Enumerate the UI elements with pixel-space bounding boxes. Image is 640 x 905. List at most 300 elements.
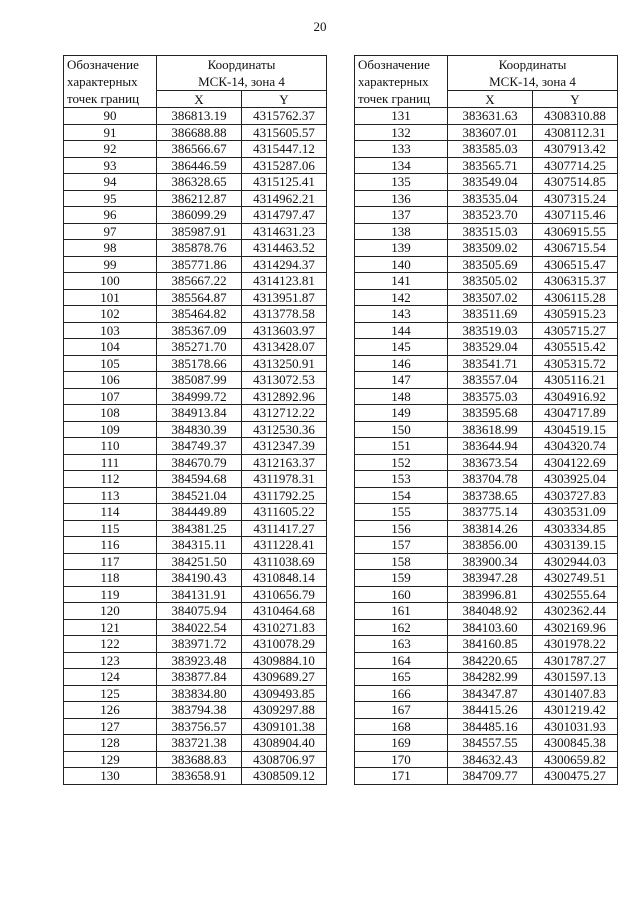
table-row [64, 207, 327, 224]
table-row [64, 636, 327, 653]
table-row [355, 669, 618, 686]
table-row [355, 619, 618, 636]
table-row [64, 454, 327, 471]
table-row [355, 190, 618, 207]
x-coordinate-cell: 383515.03 [448, 223, 533, 240]
y-coordinate-cell: 4311792.25 [242, 487, 327, 504]
x-coordinate-cell: 386566.67 [157, 141, 242, 158]
y-coordinate-cell: 4310656.79 [242, 586, 327, 603]
table-row [355, 240, 618, 257]
x-coordinate-cell: 384999.72 [157, 388, 242, 405]
y-coordinate-cell: 4302944.03 [533, 553, 618, 570]
point-id-cell: 103 [64, 322, 157, 339]
point-id-cell: 91 [64, 124, 157, 141]
table-row [64, 553, 327, 570]
point-id-cell: 120 [64, 603, 157, 620]
y-coordinate-cell: 4314631.23 [242, 223, 327, 240]
x-coordinate-cell: 383511.69 [448, 306, 533, 323]
y-coordinate-cell: 4308509.12 [242, 768, 327, 785]
point-id-cell: 147 [355, 372, 448, 389]
x-coordinate-cell: 384022.54 [157, 619, 242, 636]
table-row [64, 273, 327, 290]
table-row [355, 405, 618, 422]
y-coordinate-cell: 4301978.22 [533, 636, 618, 653]
coordinates-table-right [354, 55, 618, 785]
y-coordinate-cell: 4311605.22 [242, 504, 327, 521]
y-coordinate-cell: 4310271.83 [242, 619, 327, 636]
x-coordinate-cell: 384220.65 [448, 652, 533, 669]
point-id-cell: 170 [355, 751, 448, 768]
point-id-cell: 156 [355, 520, 448, 537]
table-row [64, 685, 327, 702]
table-row [64, 652, 327, 669]
x-coordinate-cell: 383519.03 [448, 322, 533, 339]
y-coordinate-cell: 4300845.38 [533, 735, 618, 752]
y-coordinate-cell: 4314123.81 [242, 273, 327, 290]
x-coordinate-cell: 384594.68 [157, 471, 242, 488]
y-coordinate-cell: 4309297.88 [242, 702, 327, 719]
y-coordinate-cell: 4309493.85 [242, 685, 327, 702]
x-coordinate-cell: 386688.88 [157, 124, 242, 141]
table-row [355, 553, 618, 570]
x-coordinate-cell: 383877.84 [157, 669, 242, 686]
point-id-cell: 90 [64, 108, 157, 125]
x-coordinate-cell: 384485.16 [448, 718, 533, 735]
point-id-cell: 151 [355, 438, 448, 455]
point-id-cell: 129 [64, 751, 157, 768]
point-id-cell: 98 [64, 240, 157, 257]
point-id-cell: 114 [64, 504, 157, 521]
y-coordinate-cell: 4311038.69 [242, 553, 327, 570]
y-coordinate-cell: 4310078.29 [242, 636, 327, 653]
point-id-cell: 144 [355, 322, 448, 339]
point-id-cell: 104 [64, 339, 157, 356]
y-coordinate-cell: 4312712.22 [242, 405, 327, 422]
table-row [355, 372, 618, 389]
x-coordinate-cell: 385564.87 [157, 289, 242, 306]
table-row [64, 421, 327, 438]
table-row [64, 669, 327, 686]
x-coordinate-cell: 386328.65 [157, 174, 242, 191]
table-body-left [64, 108, 327, 785]
point-id-cell: 109 [64, 421, 157, 438]
table-row [355, 504, 618, 521]
x-coordinate-cell: 383505.02 [448, 273, 533, 290]
x-coordinate-cell: 384160.85 [448, 636, 533, 653]
x-coordinate-cell: 384830.39 [157, 421, 242, 438]
y-coordinate-cell: 4306915.55 [533, 223, 618, 240]
point-id-cell: 138 [355, 223, 448, 240]
x-coordinate-cell: 383575.03 [448, 388, 533, 405]
x-coordinate-cell: 383947.28 [448, 570, 533, 587]
point-id-cell: 95 [64, 190, 157, 207]
point-id-cell: 115 [64, 520, 157, 537]
y-coordinate-cell: 4303334.85 [533, 520, 618, 537]
table-row [355, 306, 618, 323]
x-coordinate-cell: 383794.38 [157, 702, 242, 719]
y-coordinate-cell: 4302362.44 [533, 603, 618, 620]
x-coordinate-cell: 384749.37 [157, 438, 242, 455]
point-id-cell: 145 [355, 339, 448, 356]
x-coordinate-cell: 383505.69 [448, 256, 533, 273]
point-id-cell: 100 [64, 273, 157, 290]
point-id-cell: 117 [64, 553, 157, 570]
point-id-cell: 153 [355, 471, 448, 488]
y-coordinate-cell: 4302169.96 [533, 619, 618, 636]
point-id-cell: 92 [64, 141, 157, 158]
table-row [355, 124, 618, 141]
table-row [355, 751, 618, 768]
point-id-cell: 108 [64, 405, 157, 422]
x-coordinate-cell: 385367.09 [157, 322, 242, 339]
y-coordinate-cell: 4312347.39 [242, 438, 327, 455]
table-row [355, 322, 618, 339]
table-row [64, 256, 327, 273]
point-id-cell: 99 [64, 256, 157, 273]
x-coordinate-cell: 384075.94 [157, 603, 242, 620]
point-id-cell: 148 [355, 388, 448, 405]
point-id-cell: 133 [355, 141, 448, 158]
table-row [355, 537, 618, 554]
y-coordinate-cell: 4303727.83 [533, 487, 618, 504]
table-row [355, 471, 618, 488]
table-row [64, 520, 327, 537]
y-coordinate-cell: 4308112.31 [533, 124, 618, 141]
y-coordinate-cell: 4302555.64 [533, 586, 618, 603]
point-id-cell: 140 [355, 256, 448, 273]
y-coordinate-cell: 4313072.53 [242, 372, 327, 389]
y-coordinate-cell: 4303531.09 [533, 504, 618, 521]
point-id-cell: 102 [64, 306, 157, 323]
point-id-cell: 158 [355, 553, 448, 570]
table-row [355, 339, 618, 356]
table-row [64, 504, 327, 521]
point-id-cell: 131 [355, 108, 448, 125]
point-id-cell: 163 [355, 636, 448, 653]
y-coordinate-cell: 4310848.14 [242, 570, 327, 587]
x-coordinate-cell: 383529.04 [448, 339, 533, 356]
table-row [355, 570, 618, 587]
point-id-cell: 116 [64, 537, 157, 554]
y-coordinate-cell: 4315762.37 [242, 108, 327, 125]
y-coordinate-cell: 4305515.42 [533, 339, 618, 356]
y-coordinate-cell: 4315125.41 [242, 174, 327, 191]
x-coordinate-cell: 383738.65 [448, 487, 533, 504]
table-row [355, 207, 618, 224]
y-coordinate-cell: 4307514.85 [533, 174, 618, 191]
table-row [64, 570, 327, 587]
y-coordinate-cell: 4306115.28 [533, 289, 618, 306]
table-row [355, 685, 618, 702]
y-coordinate-cell: 4310464.68 [242, 603, 327, 620]
table-row [64, 438, 327, 455]
y-coordinate-cell: 4302749.51 [533, 570, 618, 587]
table-row [64, 355, 327, 372]
point-id-cell: 94 [64, 174, 157, 191]
point-id-cell: 139 [355, 240, 448, 257]
x-coordinate-cell: 383834.80 [157, 685, 242, 702]
y-coordinate-cell: 4301031.93 [533, 718, 618, 735]
point-id-cell: 127 [64, 718, 157, 735]
x-coordinate-cell: 384315.11 [157, 537, 242, 554]
x-coordinate-cell: 385987.91 [157, 223, 242, 240]
x-column-header: X [157, 91, 242, 108]
y-coordinate-cell: 4306315.37 [533, 273, 618, 290]
coordinates-header: Координаты МСК-14, зона 4 [448, 56, 618, 91]
y-coordinate-cell: 4304519.15 [533, 421, 618, 438]
x-coordinate-cell: 383523.70 [448, 207, 533, 224]
table-row [64, 240, 327, 257]
x-coordinate-cell: 384347.87 [448, 685, 533, 702]
y-coordinate-cell: 4309689.27 [242, 669, 327, 686]
point-id-cell: 135 [355, 174, 448, 191]
table-row [355, 487, 618, 504]
y-coordinate-cell: 4303925.04 [533, 471, 618, 488]
point-id-cell: 161 [355, 603, 448, 620]
y-coordinate-cell: 4304916.92 [533, 388, 618, 405]
x-coordinate-cell: 385178.66 [157, 355, 242, 372]
x-coordinate-cell: 383673.54 [448, 454, 533, 471]
x-coordinate-cell: 383509.02 [448, 240, 533, 257]
x-coordinate-cell: 384381.25 [157, 520, 242, 537]
table-row [64, 108, 327, 125]
table-row [355, 768, 618, 785]
table-row [64, 174, 327, 191]
point-id-cell: 152 [355, 454, 448, 471]
table-row [355, 223, 618, 240]
x-coordinate-cell: 385464.82 [157, 306, 242, 323]
x-coordinate-cell: 383535.04 [448, 190, 533, 207]
x-coordinate-cell: 383631.63 [448, 108, 533, 125]
point-id-cell: 146 [355, 355, 448, 372]
point-id-cell: 164 [355, 652, 448, 669]
x-coordinate-cell: 386099.29 [157, 207, 242, 224]
x-coordinate-cell: 386446.59 [157, 157, 242, 174]
table-body-right [355, 108, 618, 785]
table-row [355, 603, 618, 620]
point-id-cell: 154 [355, 487, 448, 504]
table-row [64, 124, 327, 141]
point-id-cell: 149 [355, 405, 448, 422]
table-row [64, 768, 327, 785]
x-coordinate-cell: 383557.04 [448, 372, 533, 389]
table-row [355, 141, 618, 158]
table-row [355, 421, 618, 438]
x-coordinate-cell: 385878.76 [157, 240, 242, 257]
y-coordinate-cell: 4301787.27 [533, 652, 618, 669]
table-row [355, 438, 618, 455]
table-row [355, 157, 618, 174]
table-row [355, 174, 618, 191]
x-coordinate-cell: 383549.04 [448, 174, 533, 191]
y-coordinate-cell: 4301407.83 [533, 685, 618, 702]
y-coordinate-cell: 4308310.88 [533, 108, 618, 125]
table-row [64, 388, 327, 405]
y-coordinate-cell: 4304717.89 [533, 405, 618, 422]
x-coordinate-cell: 383658.91 [157, 768, 242, 785]
table-row [355, 273, 618, 290]
table-row [64, 141, 327, 158]
x-coordinate-cell: 384251.50 [157, 553, 242, 570]
point-id-cell: 128 [64, 735, 157, 752]
point-id-cell: 122 [64, 636, 157, 653]
table-row [355, 256, 618, 273]
x-coordinate-cell: 384282.99 [448, 669, 533, 686]
table-row [64, 487, 327, 504]
point-id-cell: 166 [355, 685, 448, 702]
x-coordinate-cell: 383507.02 [448, 289, 533, 306]
coordinates-table-left [63, 55, 327, 785]
point-id-cell: 125 [64, 685, 157, 702]
x-coordinate-cell: 384913.84 [157, 405, 242, 422]
point-id-cell: 162 [355, 619, 448, 636]
x-coordinate-cell: 384521.04 [157, 487, 242, 504]
point-id-cell: 123 [64, 652, 157, 669]
point-id-cell: 160 [355, 586, 448, 603]
y-column-header: Y [242, 91, 327, 108]
x-coordinate-cell: 384103.60 [448, 619, 533, 636]
point-id-cell: 159 [355, 570, 448, 587]
x-coordinate-cell: 384415.26 [448, 702, 533, 719]
table-row [64, 372, 327, 389]
x-coordinate-cell: 384048.92 [448, 603, 533, 620]
point-id-cell: 121 [64, 619, 157, 636]
y-coordinate-cell: 4305915.23 [533, 306, 618, 323]
y-coordinate-cell: 4308904.40 [242, 735, 327, 752]
point-id-cell: 134 [355, 157, 448, 174]
y-coordinate-cell: 4307913.42 [533, 141, 618, 158]
table-row [355, 355, 618, 372]
point-id-cell: 118 [64, 570, 157, 587]
point-id-cell: 168 [355, 718, 448, 735]
x-coordinate-cell: 386813.19 [157, 108, 242, 125]
y-coordinate-cell: 4312163.37 [242, 454, 327, 471]
table-row [64, 190, 327, 207]
table-row [64, 603, 327, 620]
x-coordinate-cell: 386212.87 [157, 190, 242, 207]
x-coordinate-cell: 383996.81 [448, 586, 533, 603]
table-row [355, 289, 618, 306]
x-coordinate-cell: 384190.43 [157, 570, 242, 587]
x-coordinate-cell: 383704.78 [448, 471, 533, 488]
point-id-cell: 119 [64, 586, 157, 603]
point-id-cell: 101 [64, 289, 157, 306]
x-coordinate-cell: 384670.79 [157, 454, 242, 471]
x-coordinate-cell: 383756.57 [157, 718, 242, 735]
table-row [64, 537, 327, 554]
y-coordinate-cell: 4305315.72 [533, 355, 618, 372]
point-id-cell: 155 [355, 504, 448, 521]
table-row [64, 405, 327, 422]
point-id-cell: 167 [355, 702, 448, 719]
table-row [64, 322, 327, 339]
x-coordinate-cell: 383688.83 [157, 751, 242, 768]
y-column-header: Y [533, 91, 618, 108]
y-coordinate-cell: 4313250.91 [242, 355, 327, 372]
page-number: 20 [313, 19, 327, 34]
y-coordinate-cell: 4313778.58 [242, 306, 327, 323]
x-coordinate-cell: 383856.00 [448, 537, 533, 554]
y-coordinate-cell: 4311417.27 [242, 520, 327, 537]
y-coordinate-cell: 4307115.46 [533, 207, 618, 224]
y-coordinate-cell: 4313603.97 [242, 322, 327, 339]
y-coordinate-cell: 4306715.54 [533, 240, 618, 257]
table-row [64, 619, 327, 636]
table-row [64, 157, 327, 174]
point-id-cell: 112 [64, 471, 157, 488]
y-coordinate-cell: 4304320.74 [533, 438, 618, 455]
table-row [355, 388, 618, 405]
y-coordinate-cell: 4314463.52 [242, 240, 327, 257]
point-id-cell: 132 [355, 124, 448, 141]
table-row [355, 520, 618, 537]
y-coordinate-cell: 4315605.57 [242, 124, 327, 141]
table-row [355, 652, 618, 669]
y-coordinate-cell: 4303139.15 [533, 537, 618, 554]
x-coordinate-cell: 383618.99 [448, 421, 533, 438]
x-coordinate-cell: 383923.48 [157, 652, 242, 669]
y-coordinate-cell: 4306515.47 [533, 256, 618, 273]
y-coordinate-cell: 4312892.96 [242, 388, 327, 405]
point-column-header: Обозначение характерных точек границ [355, 56, 448, 108]
x-coordinate-cell: 385271.70 [157, 339, 242, 356]
point-id-cell: 126 [64, 702, 157, 719]
y-coordinate-cell: 4305715.27 [533, 322, 618, 339]
point-column-header: Обозначение характерных точек границ [64, 56, 157, 108]
table-row [355, 718, 618, 735]
table-row [355, 454, 618, 471]
x-coordinate-cell: 384632.43 [448, 751, 533, 768]
y-coordinate-cell: 4307315.24 [533, 190, 618, 207]
table-row [355, 636, 618, 653]
y-coordinate-cell: 4315287.06 [242, 157, 327, 174]
table-row [64, 306, 327, 323]
point-id-cell: 141 [355, 273, 448, 290]
point-id-cell: 124 [64, 669, 157, 686]
table-row [64, 718, 327, 735]
y-coordinate-cell: 4308706.97 [242, 751, 327, 768]
coordinates-header: Координаты МСК-14, зона 4 [157, 56, 327, 91]
x-coordinate-cell: 384709.77 [448, 768, 533, 785]
x-coordinate-cell: 383585.03 [448, 141, 533, 158]
x-column-header: X [448, 91, 533, 108]
point-id-cell: 143 [355, 306, 448, 323]
y-coordinate-cell: 4301219.42 [533, 702, 618, 719]
y-coordinate-cell: 4313951.87 [242, 289, 327, 306]
x-coordinate-cell: 384131.91 [157, 586, 242, 603]
point-id-cell: 137 [355, 207, 448, 224]
x-coordinate-cell: 384449.89 [157, 504, 242, 521]
table-row [64, 471, 327, 488]
x-coordinate-cell: 385087.99 [157, 372, 242, 389]
y-coordinate-cell: 4300475.27 [533, 768, 618, 785]
table-row [355, 702, 618, 719]
x-coordinate-cell: 384557.55 [448, 735, 533, 752]
x-coordinate-cell: 385771.86 [157, 256, 242, 273]
point-id-cell: 130 [64, 768, 157, 785]
y-coordinate-cell: 4314797.47 [242, 207, 327, 224]
y-coordinate-cell: 4315447.12 [242, 141, 327, 158]
y-coordinate-cell: 4311228.41 [242, 537, 327, 554]
y-coordinate-cell: 4305116.21 [533, 372, 618, 389]
x-coordinate-cell: 385667.22 [157, 273, 242, 290]
y-coordinate-cell: 4314294.37 [242, 256, 327, 273]
point-id-cell: 96 [64, 207, 157, 224]
table-row [64, 289, 327, 306]
point-id-cell: 93 [64, 157, 157, 174]
point-id-cell: 107 [64, 388, 157, 405]
x-coordinate-cell: 383565.71 [448, 157, 533, 174]
